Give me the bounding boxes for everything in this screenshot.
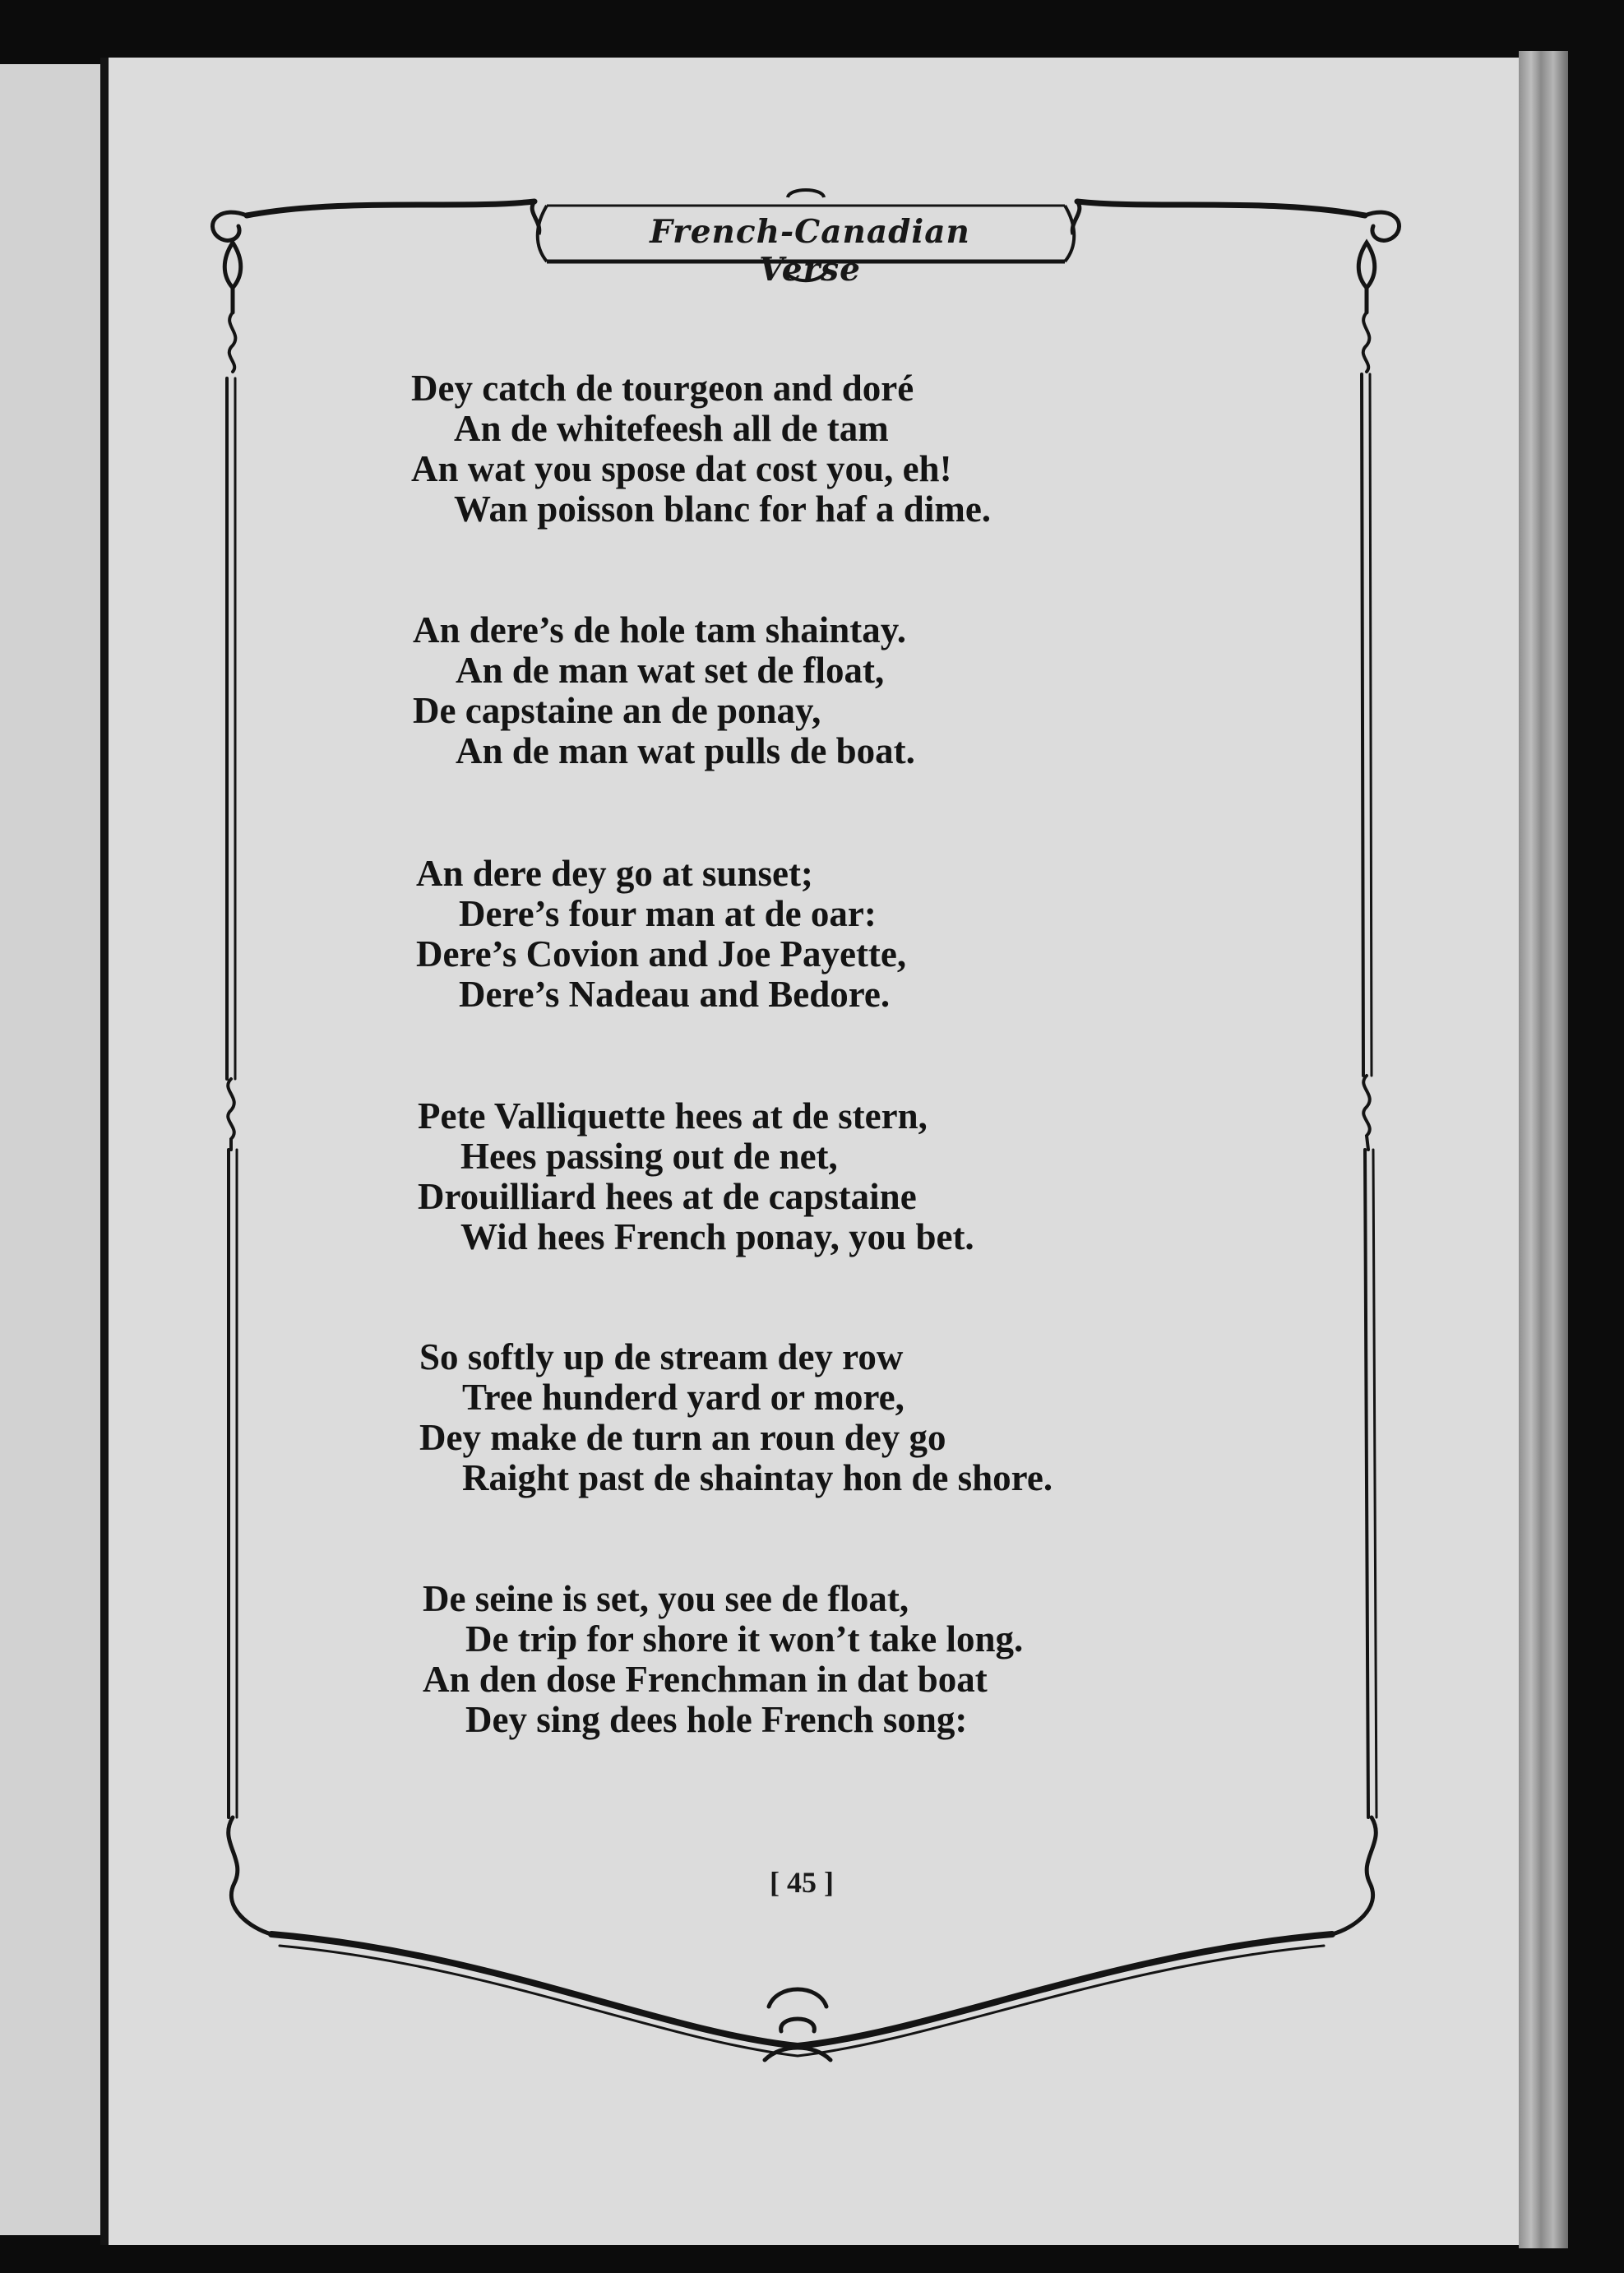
running-title: French-Canadian Verse — [650, 213, 970, 289]
verse-line: De seine is set, you see de float, — [423, 1578, 909, 1619]
verse-line-indented: Wan poisson blanc for haf a dime. — [454, 488, 992, 530]
verse-line-indented: Hees passing out de net, — [460, 1136, 838, 1177]
verse-line-indented: Dere’s Nadeau and Bedore. — [459, 974, 891, 1015]
verse-line: An dere’s de hole tam shaintay. — [413, 609, 907, 650]
verse-line-indented: An de man wat set de float, — [456, 650, 885, 691]
verse-line-indented: De trip for shore it won’t take long. — [465, 1618, 1024, 1660]
verse-line: Dere’s Covion and Joe Payette, — [416, 933, 907, 974]
page-number: [ 45 ] — [770, 1866, 834, 1899]
verse-line: Dey catch de tourgeon and doré — [411, 368, 914, 409]
verse-line: An den dose Frenchman in dat boat — [423, 1659, 988, 1700]
verse-line: An wat you spose dat cost you, eh! — [411, 448, 952, 489]
verse-line-indented: Dey sing dees hole French song: — [465, 1699, 968, 1740]
verse-line: Dey make de turn an roun dey go — [419, 1417, 946, 1458]
verse-line: So softly up de stream dey row — [419, 1336, 904, 1377]
verse-line: Pete Valliquette hees at de stern, — [418, 1095, 928, 1136]
verse-line: De capstaine an de ponay, — [413, 690, 821, 731]
verse-line-indented: Raight past de shaintay hon de shore. — [462, 1457, 1053, 1498]
verse-line: Drouilliard hees at de capstaine — [418, 1176, 917, 1217]
verse-line-indented: An de man wat pulls de boat. — [456, 730, 915, 771]
verse-line: An dere dey go at sunset; — [416, 853, 813, 894]
verse-line-indented: Tree hunderd yard or more, — [462, 1377, 905, 1418]
verse-line-indented: Wid hees French ponay, you bet. — [460, 1216, 974, 1257]
verse-line-indented: An de whitefeesh all de tam — [454, 408, 889, 449]
verse-line-indented: Dere’s four man at de oar: — [459, 893, 877, 934]
